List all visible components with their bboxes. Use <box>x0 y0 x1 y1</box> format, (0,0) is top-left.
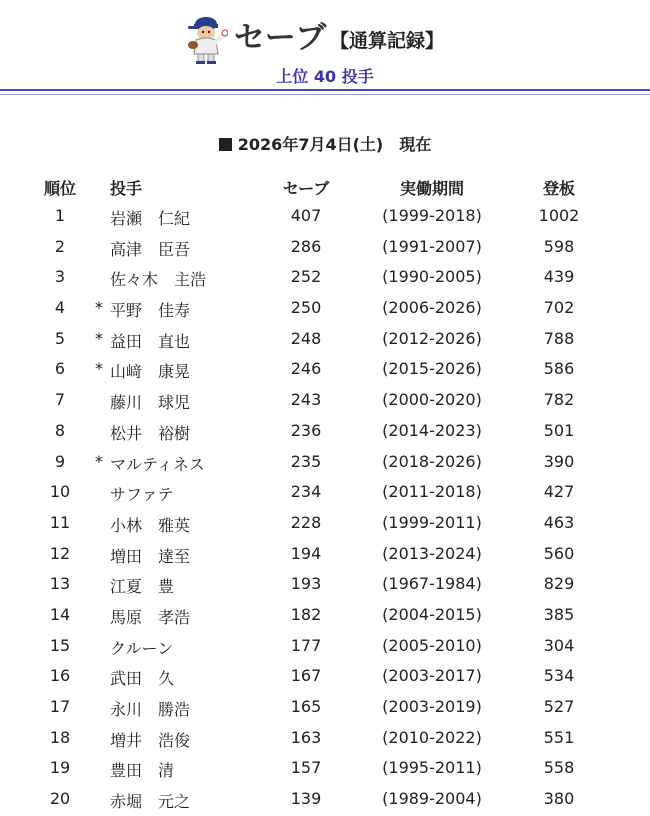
period-cell: (2006-2026) <box>382 298 482 318</box>
pitcher-name-cell: 高津 臣吾 <box>110 239 191 259</box>
period-cell: (2013-2024) <box>382 543 482 563</box>
games-cell: 560 <box>543 543 575 563</box>
baseball-pitcher-mascot-icon <box>184 14 228 64</box>
games-cell: 427 <box>543 482 575 502</box>
rank-cell: 4 <box>54 298 66 318</box>
games-cell: 304 <box>543 635 575 655</box>
period-cell: (1995-2011) <box>382 758 482 778</box>
games-cell: 1002 <box>538 206 580 225</box>
games-cell: 439 <box>543 267 575 287</box>
table-row <box>0 448 650 479</box>
saves-cell: 228 <box>290 512 322 532</box>
games-cell: 385 <box>543 604 575 624</box>
saves-cell: 248 <box>290 328 322 348</box>
pitcher-name-cell: 増井 浩俊 <box>110 730 191 750</box>
table-row <box>0 601 650 632</box>
pitcher-name-cell: 江夏 豊 <box>110 577 175 597</box>
column-header-games: 登板 <box>542 179 575 198</box>
games-cell: 501 <box>543 420 575 440</box>
as-of-date <box>0 132 650 155</box>
rank-cell: 1 <box>54 206 66 225</box>
column-header-saves: セーブ <box>282 179 330 198</box>
rank-cell: 3 <box>54 267 66 287</box>
period-cell: (2000-2020) <box>382 390 482 410</box>
table-row <box>0 509 650 540</box>
table-row <box>0 785 650 816</box>
rank-cell: 17 <box>49 697 71 716</box>
period-cell: (2004-2015) <box>382 604 482 624</box>
table-row <box>0 325 650 356</box>
rank-cell: 18 <box>49 727 71 747</box>
pitcher-name-cell: 赤堀 元之 <box>110 792 191 812</box>
saves-cell: 286 <box>290 236 322 256</box>
pitcher-name-cell: 藤川 球児 <box>110 393 191 413</box>
square-bullet-icon <box>219 138 232 151</box>
saves-cell: 167 <box>290 666 322 686</box>
period-cell: (1999-2011) <box>382 512 482 532</box>
games-cell: 782 <box>543 390 575 410</box>
pitcher-name-cell: 山﨑 康晃 <box>110 362 191 382</box>
period-cell: (2015-2026) <box>382 359 482 379</box>
period-cell: (2018-2026) <box>382 451 482 471</box>
games-cell: 463 <box>543 512 575 532</box>
table-body <box>0 202 650 816</box>
period-cell: (2003-2017) <box>382 666 482 686</box>
games-cell: 390 <box>543 451 575 471</box>
period-cell: (1989-2004) <box>382 789 482 809</box>
pitcher-name-cell: 永川 勝浩 <box>110 700 191 719</box>
saves-cell: 246 <box>290 359 322 379</box>
table-row <box>0 294 650 325</box>
page-header <box>0 0 650 100</box>
table-row <box>0 570 650 601</box>
rank-cell: 8 <box>54 420 66 440</box>
pitcher-name-cell: 豊田 清 <box>110 761 175 781</box>
games-cell: 829 <box>543 574 575 594</box>
saves-cell: 250 <box>290 298 322 318</box>
page-subtitle: 上位 40 投手 <box>276 67 374 86</box>
saves-cell: 234 <box>290 482 322 502</box>
period-cell: (1990-2005) <box>382 267 482 287</box>
saves-cell: 165 <box>290 697 322 716</box>
games-cell: 551 <box>543 727 575 747</box>
table-header-row <box>0 172 650 202</box>
pitcher-name-cell: クルーン <box>110 638 174 658</box>
pitcher-name-cell: 増田 達至 <box>110 546 191 566</box>
table-row <box>0 233 650 264</box>
period-cell: (2005-2010) <box>382 635 482 655</box>
period-cell: (2010-2022) <box>382 727 482 747</box>
page-title: セーブ <box>234 20 328 56</box>
page-title-category: 【通算記録】 <box>330 30 445 52</box>
games-cell: 586 <box>543 359 575 379</box>
table-row <box>0 754 650 785</box>
rank-cell: 9 <box>54 451 66 471</box>
saves-cell: 194 <box>290 543 322 563</box>
games-cell: 702 <box>543 298 575 318</box>
rank-cell: 15 <box>49 635 71 655</box>
table-row <box>0 540 650 571</box>
saves-cell: 236 <box>290 420 322 440</box>
pitcher-name-cell: 武田 久 <box>110 669 175 689</box>
pitcher-name-cell: 益田 直也 <box>110 331 191 351</box>
games-cell: 527 <box>543 697 575 716</box>
rank-cell: 16 <box>49 666 71 686</box>
pitcher-name-cell: 岩瀬 仁紀 <box>110 209 191 228</box>
pitcher-name-cell: サファテ <box>110 485 174 505</box>
period-cell: (2003-2019) <box>382 697 482 716</box>
period-cell: (2014-2023) <box>382 420 482 440</box>
saves-cell: 182 <box>290 604 322 624</box>
games-cell: 380 <box>543 789 575 809</box>
games-cell: 788 <box>543 328 575 348</box>
column-header-pitcher: 投手 <box>110 179 143 198</box>
rank-cell: 11 <box>49 512 71 532</box>
rank-cell: 7 <box>54 390 66 410</box>
active-marker: * <box>95 328 103 348</box>
games-cell: 534 <box>543 666 575 686</box>
rank-cell: 14 <box>49 604 71 624</box>
as-of-date-text: 2026年7月4日(土) 現在 <box>237 135 432 154</box>
pitcher-name-cell: 馬原 孝浩 <box>110 607 191 627</box>
rank-cell: 19 <box>49 758 71 778</box>
table-row <box>0 355 650 386</box>
rank-cell: 20 <box>49 789 71 809</box>
rank-cell: 13 <box>49 574 71 594</box>
table-row <box>0 386 650 417</box>
table-row <box>0 662 650 693</box>
saves-cell: 139 <box>290 789 322 809</box>
pitcher-name-cell: マルティネス <box>110 454 205 474</box>
column-header-period: 実働期間 <box>399 179 464 198</box>
period-cell: (2011-2018) <box>382 482 482 502</box>
table-row <box>0 478 650 509</box>
column-header-rank: 順位 <box>43 179 76 198</box>
active-marker: * <box>95 359 103 379</box>
active-marker: * <box>95 451 103 471</box>
pitcher-name-cell: 小林 雅英 <box>110 515 191 535</box>
period-cell: (1967-1984) <box>382 574 482 594</box>
period-cell: (1991-2007) <box>382 236 482 256</box>
pitcher-name-cell: 松井 裕樹 <box>110 423 191 443</box>
pitcher-name-cell: 佐々木 主浩 <box>110 270 207 290</box>
rank-cell: 5 <box>54 328 66 348</box>
table-row <box>0 263 650 294</box>
saves-cell: 243 <box>290 390 322 410</box>
games-cell: 598 <box>543 236 575 256</box>
rank-cell: 6 <box>54 359 66 379</box>
saves-cell: 157 <box>290 758 322 778</box>
pitcher-name-cell: 平野 佳寿 <box>110 301 191 321</box>
active-marker: * <box>95 298 103 318</box>
period-cell: (1999-2018) <box>382 206 482 225</box>
saves-cell: 235 <box>290 451 322 471</box>
rank-cell: 2 <box>54 236 66 256</box>
table-row <box>0 693 650 724</box>
header-divider-thin <box>0 94 650 95</box>
rank-cell: 12 <box>49 543 71 563</box>
saves-cell: 193 <box>290 574 322 594</box>
rank-cell: 10 <box>49 482 71 502</box>
table-row <box>0 724 650 755</box>
period-cell: (2012-2026) <box>382 328 482 348</box>
table-row <box>0 202 650 233</box>
header-divider-thick <box>0 89 650 91</box>
games-cell: 558 <box>543 758 575 778</box>
saves-cell: 163 <box>290 727 322 747</box>
saves-cell: 177 <box>290 635 322 655</box>
saves-cell: 407 <box>290 206 322 225</box>
table-row <box>0 632 650 663</box>
saves-cell: 252 <box>290 267 322 287</box>
table-row <box>0 417 650 448</box>
saves-ranking-table <box>0 172 650 816</box>
